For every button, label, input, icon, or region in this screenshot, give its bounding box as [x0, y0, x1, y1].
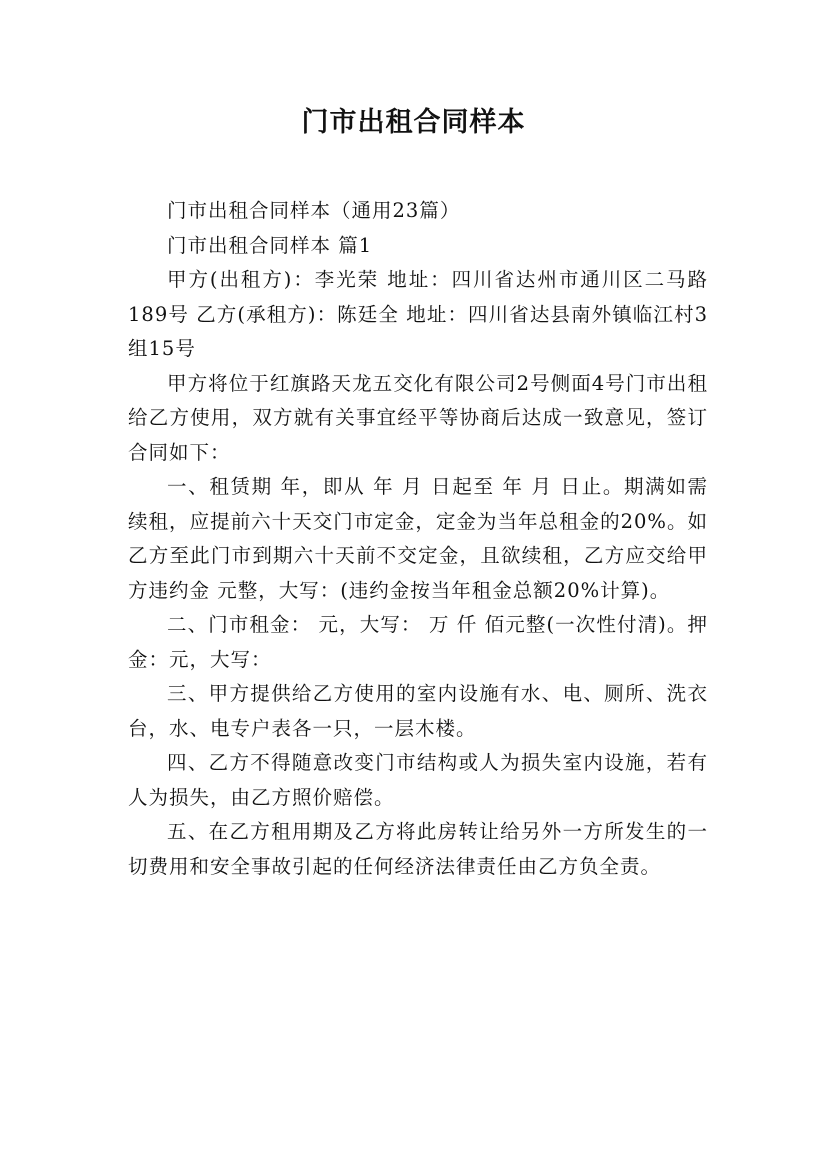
clause-2-paragraph: 二、门市租金： 元，大写： 万 仟 佰元整(一次性付清)。押金：元，大写：: [128, 613, 708, 671]
parties-paragraph: 甲方(出租方)：李光荣 地址：四川省达州市通川区二马路189号 乙方(承租方)：陈廷全 地址：四川省达县南外镇临江村3组15号: [128, 268, 708, 360]
section-heading-paragraph: 门市出租合同样本 篇1: [167, 233, 373, 257]
document-title: 门市出租合同样本: [301, 107, 526, 138]
clause-1-paragraph: 一、租赁期 年，即从 年 月 日起至 年 月 日止。期满如需续租，应提前六十天交门市定金，定金为当年总租金的20%。如乙方至此门市到期六十天前不交定金，且欲续租，乙方应交给甲方违约金 元整，大写：(违约金按当年租金总额20%计算)。: [128, 475, 708, 602]
document-body: [128, 194, 708, 884]
intro-paragraph: 甲方将位于红旗路天龙五交化有限公司2号侧面4号门市出租给乙方使用，双方就有关事宜经平等协商后达成一致意见，签订合同如下：: [128, 371, 708, 464]
clause-5-paragraph: 五、在乙方租用期及乙方将此房转让给另外一方所发生的一切费用和安全事故引起的任何经济法律责任由乙方负全责。: [128, 820, 708, 878]
subtitle-paragraph: 门市出租合同样本（通用23篇）: [167, 199, 461, 222]
clause-3-paragraph: 三、甲方提供给乙方使用的室内设施有水、电、厕所、洗衣台，水、电专户表各一只，一层木楼。: [128, 682, 708, 740]
clause-4-paragraph: 四、乙方不得随意改变门市结构或人为损失室内设施，若有人为损失，由乙方照价赔偿。: [128, 751, 708, 809]
